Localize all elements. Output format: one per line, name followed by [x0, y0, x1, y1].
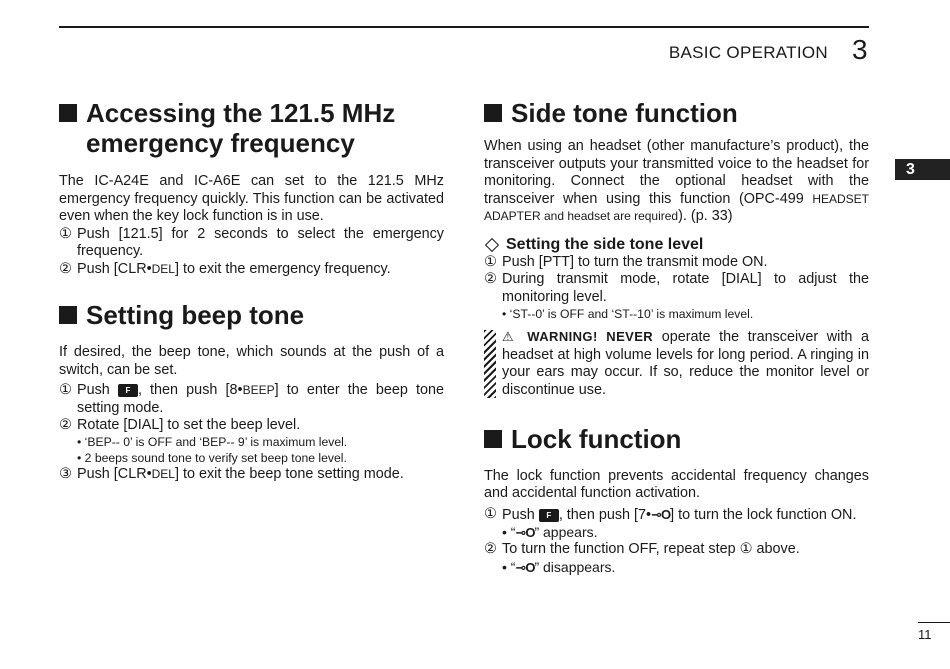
beep-intro: If desired, the beep tone, which sounds at the push of a switch, can be set. [59, 344, 444, 378]
sidetone-bullet-1: • ‘ST--0’ is OFF and ‘ST--10’ is maximum level. [502, 307, 754, 322]
sidetone-step-2: ② During transmit mode, rotate [DIAL] to adjust the monitoring level. [484, 271, 869, 305]
beep-section-title: Setting beep tone [59, 300, 444, 330]
header-rule [59, 26, 869, 28]
lock-bullet-2: • “⊸O” disappears. [502, 558, 616, 575]
beep-bullet-2: • 2 beeps sound tone to verify set beep tone level. [77, 451, 347, 466]
warning-lead: ⚠ WARNING! NEVER [502, 329, 654, 345]
sidetone-step-1: ① Push [PTT] to turn the transmit mode ON. [484, 253, 768, 270]
section-square-icon [59, 306, 77, 324]
emergency-title-line1: Accessing the 121.5 MHz [86, 98, 396, 128]
emergency-section-title [59, 98, 444, 158]
lock-section-title: Lock function [484, 424, 869, 454]
beep-step-2: ② Rotate [DIAL] to set the beep level. [59, 417, 301, 433]
chapter-number: 3 [852, 34, 868, 65]
warning-text: operate the transceiver with a headset at high volume levels for long period. A ringing in your ears may occur. If so, reduce the monitor level or discontinue use. [502, 329, 870, 398]
section-square-icon [59, 104, 77, 122]
key-lock-icon: ⊸O [651, 506, 671, 522]
page-number-rule [918, 622, 950, 623]
page-number: 11 [918, 627, 932, 642]
emergency-intro: The IC-A24E and IC-A6E can set to the 121.5 MHz emergency frequency quickly. This function can be activated even when the key lock function is in use. [59, 173, 444, 225]
beep-step-1: ① Push F , then push [8•BEEP] to enter the beep tone setting mode. [59, 382, 445, 416]
lock-step-1: ① Push F , then push [7•⊸O] to turn the lock function ON. [484, 505, 857, 523]
warning-box [484, 328, 869, 399]
section-square-icon [484, 104, 502, 122]
chapter-side-tab: 3 [895, 159, 950, 180]
f-key-icon: F [118, 384, 138, 397]
left-column [59, 98, 444, 484]
emergency-step-2: ② Push [CLR•DEL] to exit the emergency frequency. [59, 260, 391, 277]
diamond-icon [485, 238, 499, 252]
key-lock-icon: ⊸O [515, 525, 535, 541]
warning-hatch-bar [484, 330, 496, 398]
emergency-title-line2: emergency frequency [86, 128, 355, 158]
lock-intro: The lock function prevents accidental frequency changes and accidental function activation. [484, 467, 869, 502]
lock-bullet-1: • “⊸O” appears. [502, 524, 598, 541]
key-lock-icon: ⊸O [515, 559, 535, 575]
emergency-step-1: ① Push [121.5] for 2 seconds to select the emergency frequency. [59, 225, 444, 260]
f-key-icon: F [539, 509, 559, 522]
lock-step-2: ② To turn the function OFF, repeat step ① above. [484, 541, 800, 558]
beep-step-3: ③ Push [CLR•DEL] to exit the beep tone setting mode. [59, 466, 404, 483]
beep-bullet-1: • ‘BEP-- 0’ is OFF and ‘BEP-- 9’ is maximum level. [77, 435, 348, 450]
section-header-label: BASIC OPERATION [668, 43, 828, 62]
sidetone-subsection-title: Setting the side tone level [484, 236, 869, 254]
sidetone-section-title: Side tone function [484, 98, 869, 128]
section-square-icon [484, 430, 502, 448]
right-column [484, 98, 869, 576]
sidetone-intro: When using an headset (other manufacture’s product), the transceiver outputs your transmitted voice to the headset for monitoring. Connect the optional headset with the transceiver when using this function (OPC-499 HEADSET ADAPTER and headset are required). (p. 33) [484, 138, 869, 225]
